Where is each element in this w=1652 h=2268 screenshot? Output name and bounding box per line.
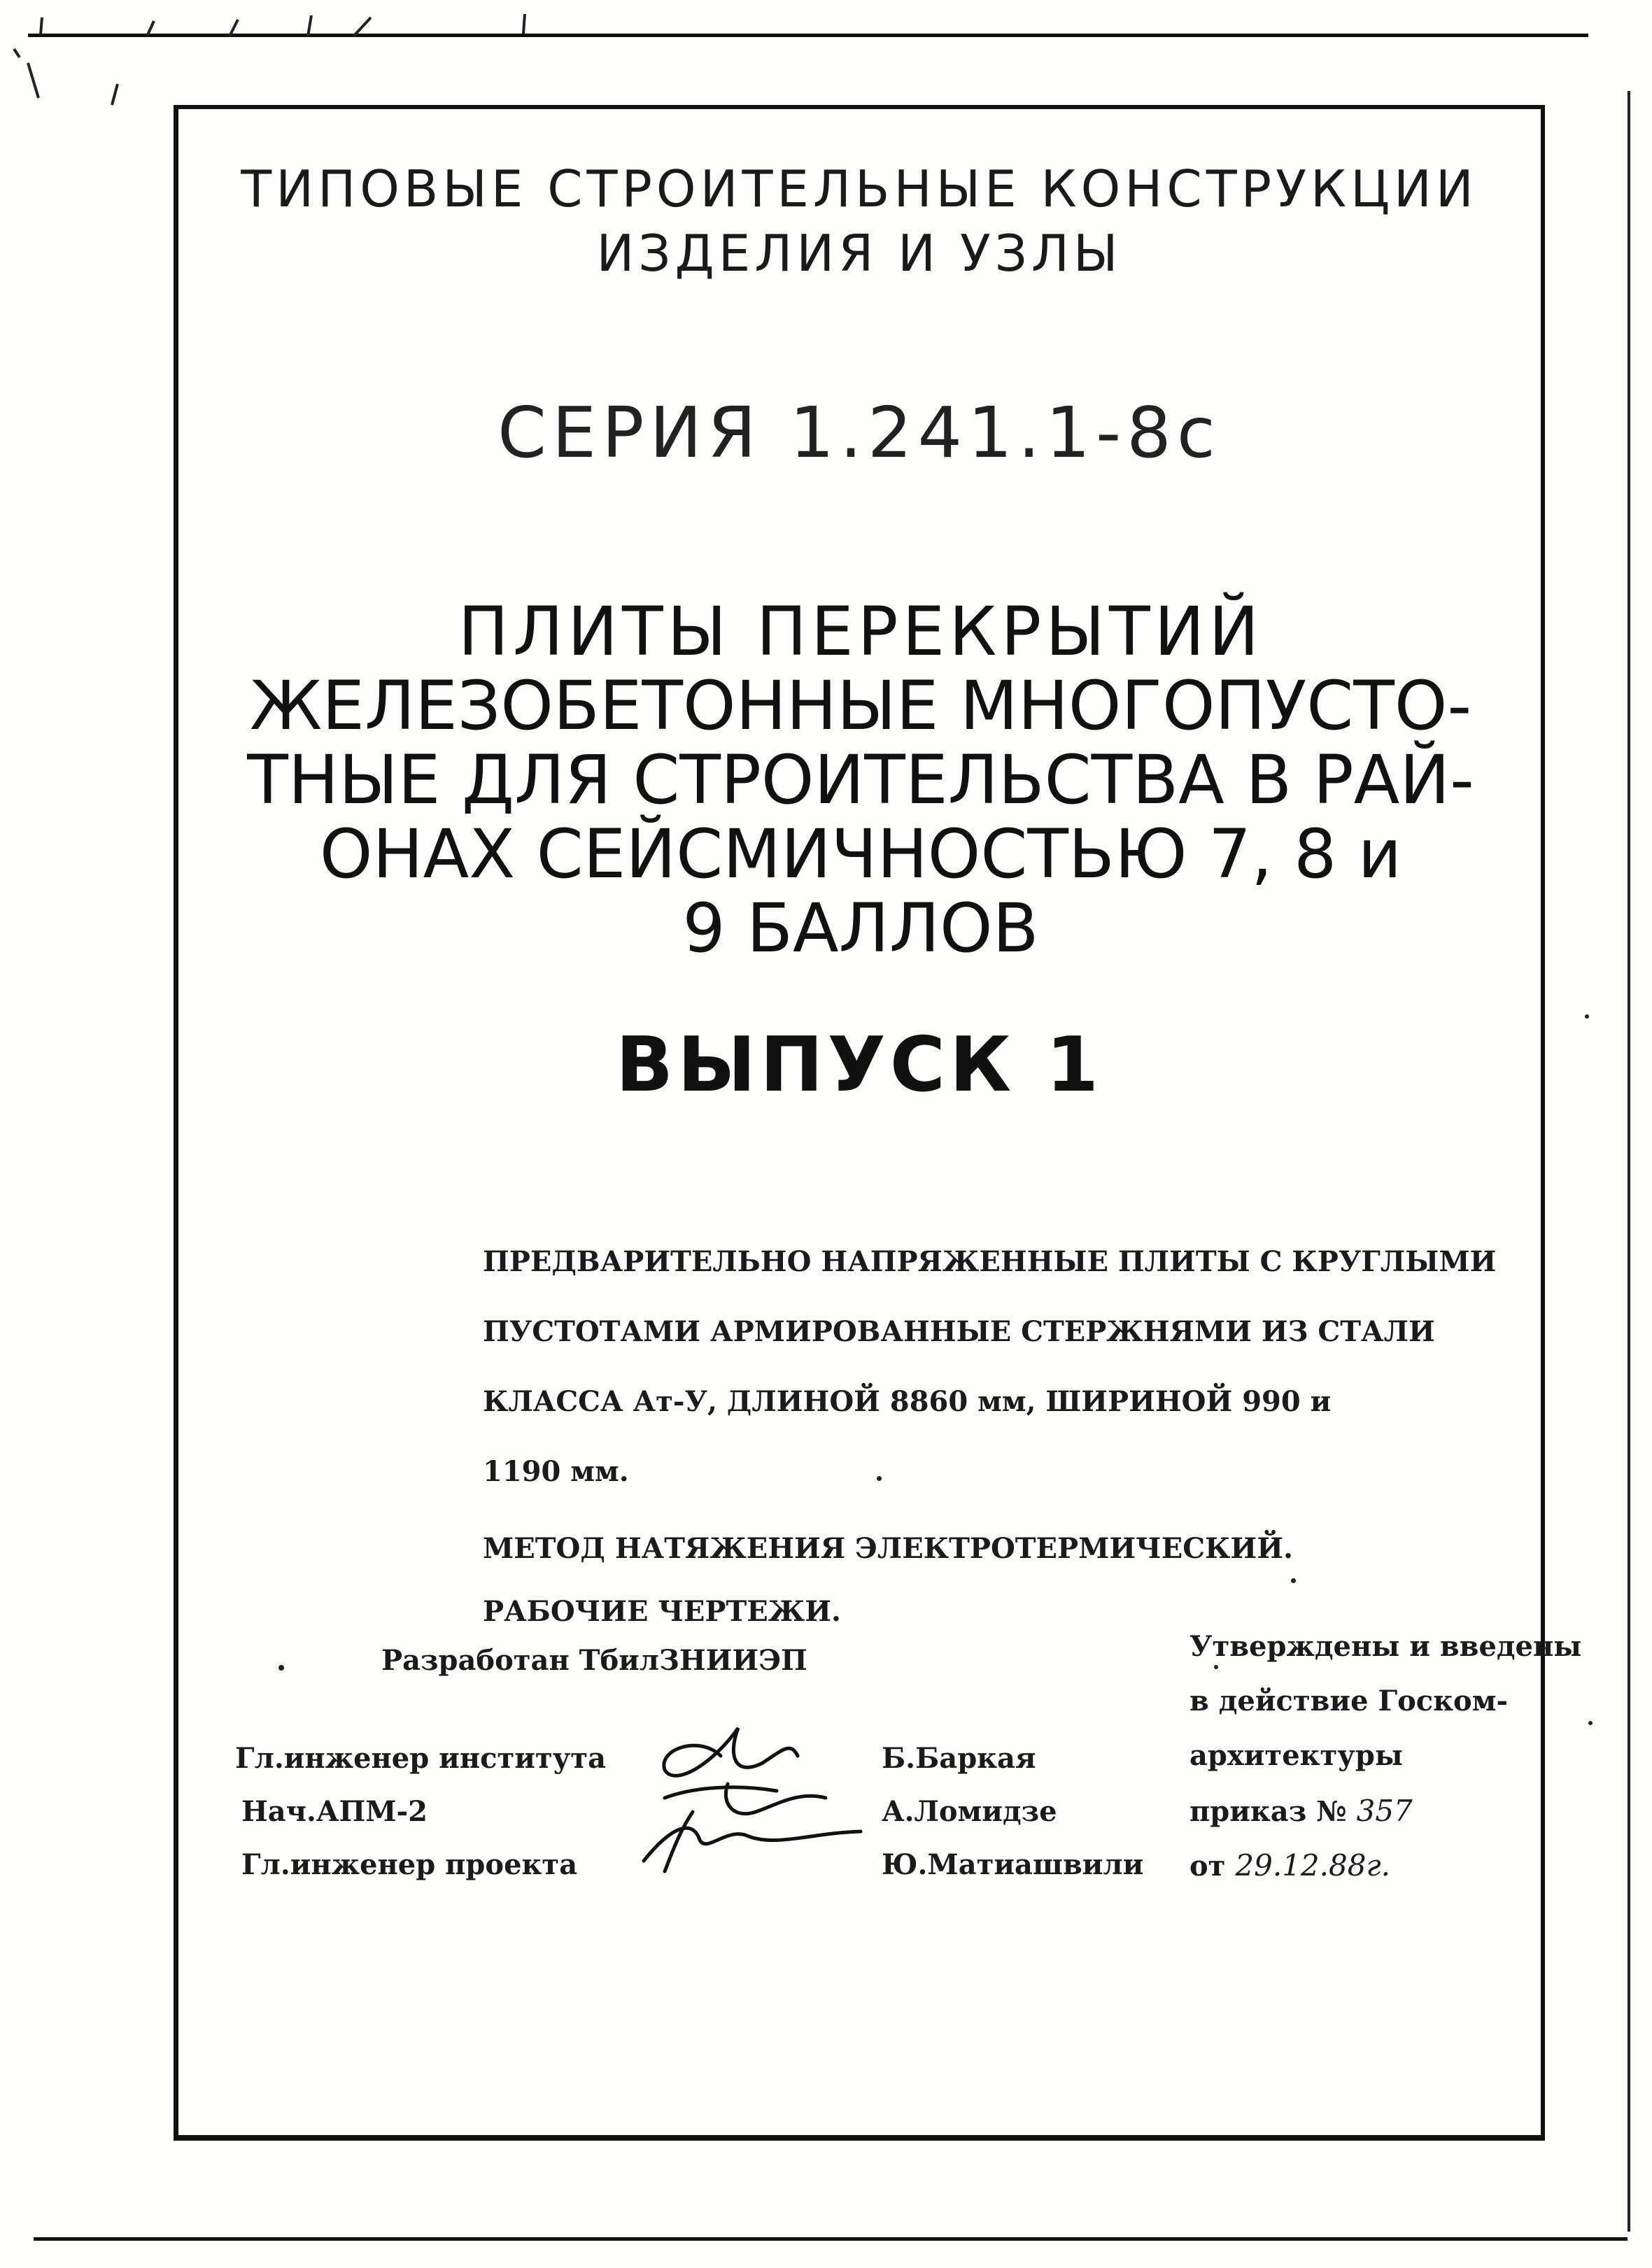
scan-speck (278, 1665, 284, 1671)
approval-line-1: Утверждены и введены (1189, 1630, 1582, 1663)
signatory-name-3: Ю.Матиашвили (882, 1848, 1144, 1881)
description-line-5: МЕТОД НАТЯЖЕНИЯ ЭЛЕКТРОТЕРМИЧЕСКИЙ. (483, 1532, 1293, 1565)
scan-speck (1291, 1578, 1296, 1583)
approval-date-line (1189, 1848, 1390, 1883)
scan-speck (1585, 1014, 1589, 1019)
header-line-1: ТИПОВЫЕ СТРОИТЕЛЬНЫЕ КОНСТРУКЦИИ (241, 160, 1478, 218)
scan-speck (1214, 1665, 1218, 1669)
document-title (210, 593, 1511, 968)
approval-order-number: 357 (1356, 1794, 1413, 1828)
title-line-1: ПЛИТЫ ПЕРЕКРЫТИЙ (458, 593, 1264, 671)
approval-order-date: 29.12.88г. (1235, 1848, 1391, 1883)
series-number: СЕРИЯ 1.241.1-8с (497, 392, 1221, 474)
approval-date-prefix: от (1189, 1850, 1226, 1883)
signatory-role-1: Гл.инженер института (235, 1742, 606, 1775)
sheet-bottom-border (34, 2237, 1628, 2241)
description-line-2: ПУСТОТАМИ АРМИРОВАННЫЕ СТЕРЖНЯМИ ИЗ СТАЛИ (483, 1315, 1435, 1348)
scan-speck (877, 1476, 882, 1481)
scan-speck (1588, 1721, 1593, 1725)
description-line-3: КЛАССА Ат-У, ДЛИНОЙ 8860 мм, ШИРИНОЙ 990 и (483, 1385, 1332, 1418)
sheet-right-border (1628, 91, 1630, 2232)
approval-line-3: архитектуры (1189, 1739, 1403, 1772)
description-line-4: 1190 мм. (483, 1455, 629, 1488)
developed-by: Разработан ТбилЗНИИЭП (381, 1644, 807, 1677)
approval-order-line (1189, 1794, 1413, 1828)
issue-number: ВЫПУСК 1 (615, 1021, 1103, 1109)
title-line-4: ОНАХ СЕЙСМИЧНОСТЬЮ 7, 8 и (319, 815, 1402, 893)
signatory-name-2: А.Ломидзе (882, 1795, 1057, 1828)
title-line-3: ТНЫЕ ДЛЯ СТРОИТЕЛЬСТВА В РАЙ- (247, 741, 1474, 819)
description-line-6: РАБОЧИЕ ЧЕРТЕЖИ. (483, 1595, 841, 1628)
header-line-2: ИЗДЕЛИЯ И УЗЛЫ (596, 224, 1122, 283)
signatory-name-1: Б.Баркая (882, 1742, 1036, 1775)
title-line-5: 9 БАЛЛОВ (682, 889, 1039, 968)
signatory-role-3: Гл.инженер проекта (241, 1848, 578, 1881)
title-line-2: ЖЕЛЕЗОБЕТОННЫЕ МНОГОПУСТО- (249, 667, 1472, 745)
handwritten-signatures (616, 1707, 882, 1875)
signatory-role-2: Нач.АПМ-2 (241, 1795, 428, 1828)
approval-order-prefix: приказ № (1189, 1795, 1347, 1828)
description-line-1: ПРЕДВАРИТЕЛЬНО НАПРЯЖЕННЫЕ ПЛИТЫ С КРУГЛЫМИ (483, 1245, 1497, 1278)
approval-line-2: в действие Госком- (1189, 1685, 1509, 1717)
